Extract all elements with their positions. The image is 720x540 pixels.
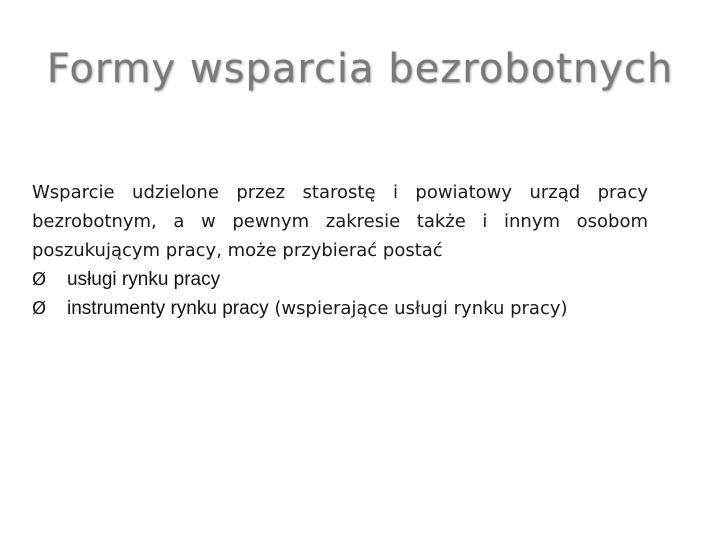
slide-body	[32, 178, 648, 323]
bullet-emphasis: usługi rynku pracy	[67, 269, 221, 290]
arrow-bullet-icon: Ø	[32, 298, 47, 319]
list-item	[32, 294, 648, 323]
arrow-bullet-icon: Ø	[32, 269, 47, 290]
bullet-emphasis: instrumenty rynku pracy	[67, 298, 269, 319]
bullet-text: (wspierające usługi rynku pracy)	[268, 298, 568, 319]
list-item	[32, 265, 648, 294]
intro-paragraph: Wsparcie udzielone przez starostę i powiatowy urząd pracy bezrobotnym, a w pewnym zakresie także i innym osobom poszukującym pracy, może przybierać postać	[32, 182, 648, 261]
bullet-list	[32, 265, 648, 323]
slide-title: Formy wsparcia bezrobotnych	[46, 46, 674, 92]
